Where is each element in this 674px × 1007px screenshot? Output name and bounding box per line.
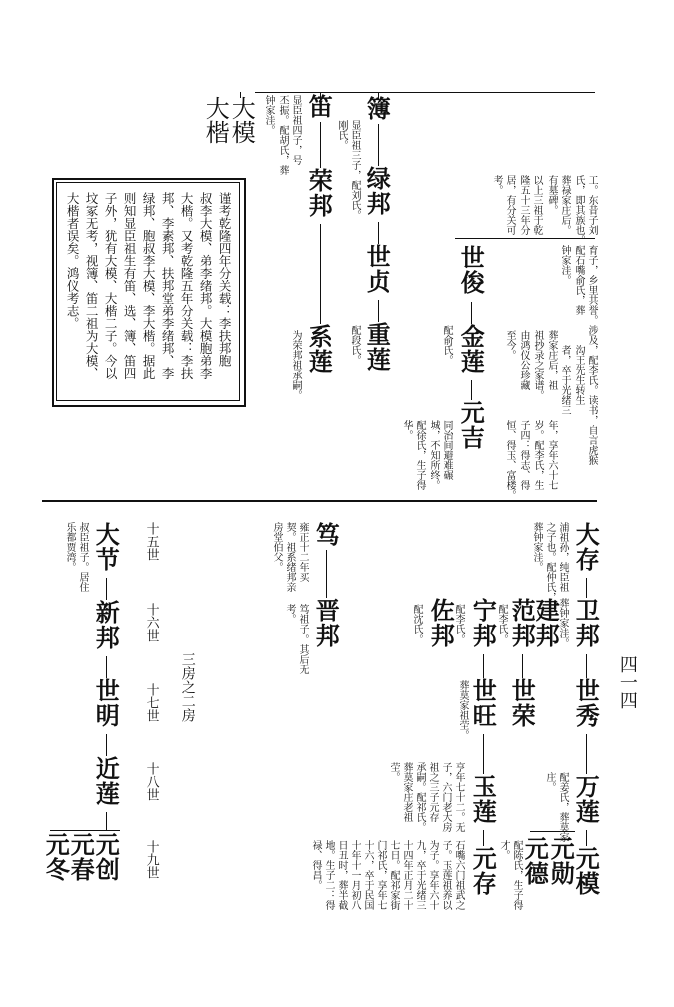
- person-name: 笛: [304, 94, 334, 119]
- lineage-line: [106, 578, 107, 600]
- lineage-line: [522, 654, 523, 678]
- note: 城，不知所终。: [428, 420, 439, 490]
- generation-label: 十九世: [143, 840, 159, 879]
- note: 恒、得玉、富楼。: [504, 420, 515, 500]
- upper-top-rule: [255, 92, 595, 93]
- note: 祖抄录之家谱。: [532, 330, 543, 400]
- note: 配徐氏，生子得: [414, 420, 425, 490]
- box-line: 大楷者误矣。鸿仪考志。: [65, 192, 81, 330]
- note: 刚氏。: [336, 120, 347, 150]
- note: 七日。配祁家街: [388, 840, 399, 910]
- person-name: 大模: [227, 96, 256, 144]
- person-name: 玉莲: [468, 774, 498, 824]
- note: 九，卒于光绪三: [414, 840, 425, 910]
- generation-label: 十八世: [143, 762, 159, 801]
- person-name: 世明: [91, 678, 121, 728]
- person-name: 系莲: [304, 324, 334, 374]
- box-line: 叔李大模、弟李绪邦。大模胞弟李: [198, 192, 214, 380]
- note: 雍正十二年买: [297, 522, 308, 582]
- note: 配段氏。: [349, 325, 360, 365]
- person-name: 元吉: [456, 400, 486, 450]
- note: 考。: [284, 604, 295, 624]
- note: 为子。享年六十: [427, 840, 438, 910]
- lineage-line: [320, 122, 321, 168]
- note: 配沈氏。: [411, 604, 422, 644]
- note: 考。: [491, 175, 502, 195]
- person-name: 大节: [91, 522, 121, 572]
- person-name: 世俊: [456, 245, 486, 295]
- note: 工。东昔子刘: [586, 175, 597, 235]
- lineage-line: [586, 830, 587, 846]
- note: 禄、得昌。: [310, 840, 321, 890]
- note: 叔臣祖子。居住: [77, 522, 88, 592]
- box-line: 绿邦、胞叔李大模、李大楷。据此: [141, 192, 157, 380]
- note: 葬钟家洼。: [557, 598, 568, 648]
- note: 乐都贾湾。: [64, 522, 75, 572]
- page-number: 四一四: [616, 655, 638, 709]
- note: 地。生子二：得: [323, 840, 334, 910]
- lineage-line: [483, 654, 484, 678]
- note: 门祁氏，享年七: [375, 840, 386, 910]
- note: 显臣祖三子，配刘氏。: [349, 120, 360, 220]
- note: 子。玉莲祖养以: [440, 840, 451, 910]
- note: 配陈氏，生子得: [511, 840, 522, 910]
- note: 房堂伯父。: [271, 522, 282, 572]
- note: 钟家洼。: [263, 95, 274, 135]
- note: 葬钟家洼。: [531, 522, 542, 572]
- lineage-line: [586, 734, 587, 774]
- note: 承嗣。配祁氏。: [414, 762, 425, 832]
- note: 之子也。配仲氏，: [544, 522, 555, 602]
- box-line: 邦、李素邦、扶邦堂弟李绪邦、李: [160, 192, 176, 380]
- section-title: 三房之二房: [179, 652, 196, 722]
- box-line: 大楷。又考乾隆五年分关载：李扶: [179, 192, 195, 380]
- person-name: 元德: [520, 836, 550, 886]
- person-name: 世秀: [571, 678, 601, 728]
- note: 至今。: [504, 330, 515, 360]
- note: 氏，即其族也。: [573, 175, 584, 245]
- person-name: 元模: [571, 846, 601, 896]
- note: 由鸿仪公珍藏: [518, 330, 529, 390]
- lineage-line: [378, 222, 379, 244]
- lineage-line: [378, 300, 379, 322]
- lineage-line: [106, 656, 107, 678]
- note: 配石嘴俞氏，葬: [573, 245, 584, 315]
- note: 育子，乡里共誉。涉及，配李氏。读书，自言虎猴: [586, 245, 597, 465]
- note: 十四年正月二十: [401, 840, 412, 910]
- note: 配姜氏，葬莫家: [557, 772, 568, 842]
- note: 笃祖子。其后无: [297, 604, 308, 674]
- note: 才。: [498, 840, 509, 860]
- note: 契。祖系绪邦亲: [284, 522, 295, 592]
- note: 日丑时，葬半截: [336, 840, 347, 910]
- section-divider: [42, 500, 597, 502]
- generation-label: 十六世: [143, 603, 159, 642]
- person-name: 重莲: [362, 322, 392, 372]
- lineage-line: [326, 550, 327, 598]
- generation-label: 十七世: [143, 683, 159, 722]
- note: 年，享年六十七: [546, 420, 557, 490]
- note: 为荣邦祖承嗣。: [290, 330, 301, 400]
- note: 浦祖孙，纯臣祖: [557, 522, 568, 592]
- person-name: 世贞: [362, 244, 392, 294]
- person-name: 绿邦: [362, 166, 392, 216]
- note: 十年十一月初八: [349, 840, 360, 910]
- lineage-line: [471, 302, 472, 324]
- person-name: 范邦: [507, 598, 537, 648]
- note: 庄。: [544, 772, 555, 792]
- note: 子，六门老大房: [440, 762, 451, 832]
- note: 者，卒于光绪三: [559, 345, 570, 415]
- note: 同治间避难碾: [441, 420, 452, 480]
- note: 有墓碑。: [546, 175, 557, 215]
- lineage-line: [471, 380, 472, 400]
- person-name: 卫邦: [571, 598, 601, 648]
- note: 子四：得志、得: [518, 420, 529, 490]
- person-name: 笃: [311, 522, 341, 547]
- note: 丕振。配胡氏，葬: [277, 95, 288, 175]
- note: 配李氏。: [453, 604, 464, 644]
- person-name: 大存: [571, 522, 601, 572]
- note: 钟家洼。: [559, 245, 570, 285]
- note: 配李氏。: [496, 604, 507, 644]
- note: 葬莫家祖茔。: [457, 680, 468, 740]
- note: 以上三祖于乾: [531, 175, 542, 235]
- branch-rule: [50, 830, 120, 831]
- person-name: 元勋: [546, 836, 576, 886]
- person-name: 建邦: [531, 598, 561, 648]
- note: 华。: [401, 420, 412, 440]
- lineage-line: [106, 812, 107, 830]
- person-name: 大楷: [201, 96, 230, 144]
- person-name: 佐邦: [426, 598, 456, 648]
- person-name: 荣邦: [304, 168, 334, 218]
- note: 岁。配李氏，生: [532, 420, 543, 490]
- note: 茔。: [388, 762, 399, 782]
- note: 葬禄家庄后。: [559, 175, 570, 235]
- box-line: 子外，犹有大模、大楷二子。今以: [103, 192, 119, 380]
- person-name: 世旺: [468, 678, 498, 728]
- note: 隆五十三年分: [518, 175, 529, 235]
- lineage-line: [320, 224, 321, 324]
- note: 葬家庄后，祖: [546, 330, 557, 390]
- person-name: 元存: [468, 846, 498, 896]
- note: 祖之三子元存: [427, 762, 438, 822]
- lineage-line: [586, 578, 587, 598]
- note: 配俞氏。: [441, 325, 452, 365]
- note: 居，有分关可: [504, 175, 515, 235]
- note: 亨年七十二。无: [453, 762, 464, 832]
- person-name: 近莲: [91, 756, 121, 806]
- note: 沟王先生转生: [573, 345, 584, 405]
- lineage-line: [106, 734, 107, 756]
- note: 石嘴六门祖武之: [453, 840, 464, 910]
- lineage-line: [378, 124, 379, 166]
- lineage-line: [483, 830, 484, 846]
- person-name: 元春: [66, 832, 96, 882]
- lineage-line: [483, 734, 484, 774]
- person-name: 晋邦: [311, 598, 341, 648]
- note: 葬莫家庄老祖: [401, 762, 412, 822]
- generation-label: 十五世: [143, 522, 159, 561]
- branch-rule: [530, 831, 575, 832]
- person-name: 万莲: [571, 774, 601, 824]
- person-name: 簿: [362, 96, 392, 121]
- note: 十六，卒于民国: [362, 840, 373, 910]
- box-line: 则知显臣祖生有笛、选、簿、笛四: [122, 192, 138, 380]
- box-line: 谨考乾隆四年分关载：李扶邦胞: [217, 192, 233, 367]
- note: 显臣祖四子，号: [290, 95, 301, 165]
- person-name: 新邦: [91, 600, 121, 650]
- person-name: 宁邦: [468, 598, 498, 648]
- person-name: 元冬: [41, 832, 71, 882]
- box-line: 坟冢无考，视簿、笛二祖为大模、: [84, 192, 100, 380]
- person-name: 元创: [91, 832, 121, 882]
- person-name: 世荣: [507, 678, 537, 728]
- person-name: 金莲: [456, 324, 486, 374]
- lineage-line: [586, 654, 587, 678]
- branch-rule: [455, 238, 595, 239]
